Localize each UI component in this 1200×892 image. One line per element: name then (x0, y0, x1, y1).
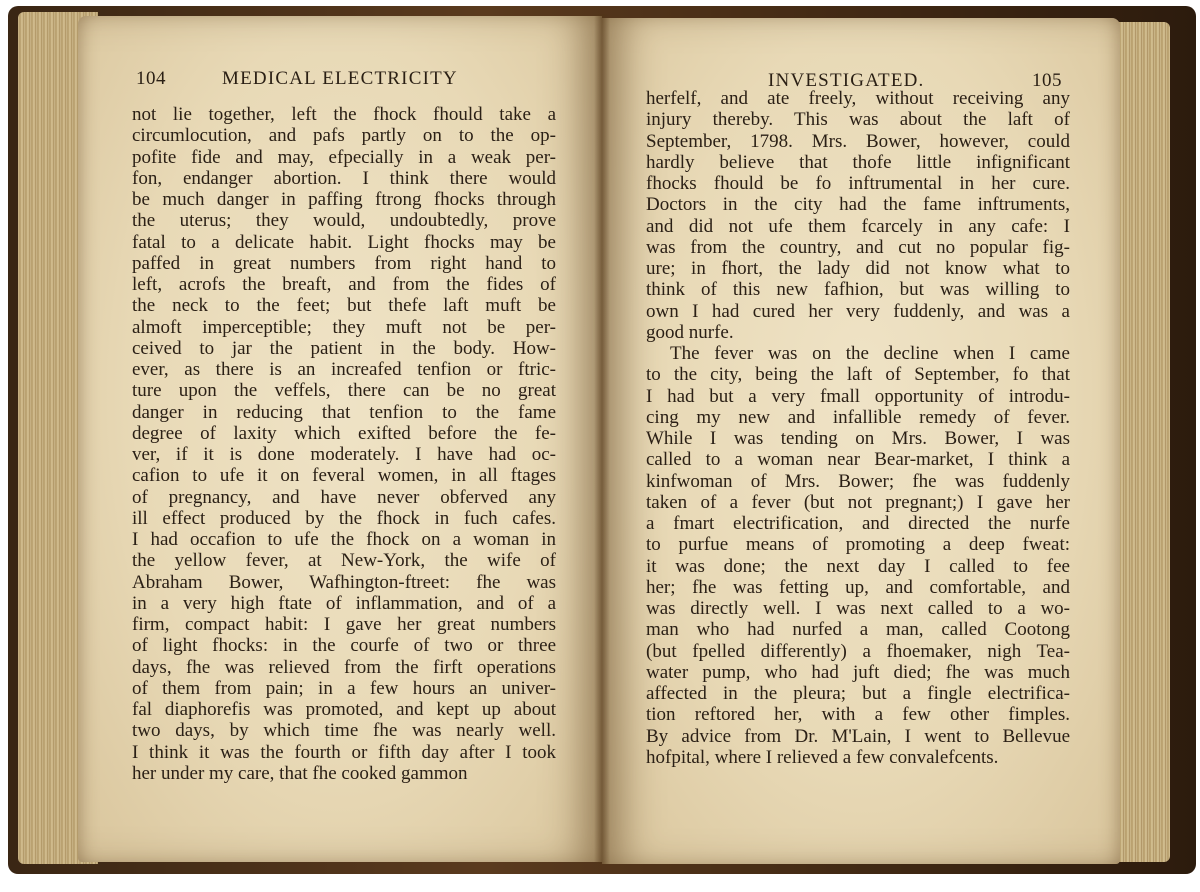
text-line: fon, endanger abortion. I think there would (132, 167, 556, 189)
text-line: (but fpelled differently) a fhoemaker, nigh Tea- (646, 640, 1070, 662)
text-line: taken of a fever (but not pregnant;) I gave her (646, 491, 1070, 513)
text-line: in a very high ftate of inflammation, and of a (132, 592, 556, 614)
text-line: left, acrofs the breaft, and from the fides of (132, 274, 556, 295)
right-page-text (646, 88, 1070, 768)
text-line: called to a woman near Bear-market, I think a (646, 449, 1070, 471)
text-line: almoft imperceptible; they muft not be per- (132, 316, 556, 338)
text-line: degree of laxity which exifted before the fe- (132, 422, 556, 444)
text-line: days, fhe was relieved from the firft operations (132, 656, 556, 678)
text-line: of pregnancy, and have never obferved any (132, 486, 556, 508)
left-page-text (132, 104, 556, 784)
text-line: circumlocution, and pafs partly on to the op- (132, 125, 556, 147)
text-line: of them from pain; in a few hours an univer- (132, 677, 556, 699)
text-line: By advice from Dr. M'Lain, I went to Bellevue (646, 725, 1070, 747)
left-page-number: 104 (136, 68, 166, 89)
text-line: herfelf, and ate freely, without receiving any (646, 88, 1070, 109)
text-line: good nurfe. (646, 321, 734, 343)
text-line: danger in reducing that tenfion to the fame (132, 401, 556, 423)
text-line: I think it was the fourth or fifth day after I took (132, 741, 556, 763)
text-line: ture upon the veffels, there can be no great (132, 380, 556, 402)
text-line: ure; in fhort, the lady did not know what to (646, 258, 1070, 279)
text-line: fal diaphorefis was promoted, and kept up about (132, 699, 556, 720)
text-line: ill effect produced by the fhock in fuch cafes. (132, 507, 556, 529)
text-line: cing my new and infallible remedy of fever. (646, 406, 1070, 428)
text-line: affected in the pleura; but a fingle electrifica- (646, 683, 1070, 704)
text-line: Abraham Bower, Wafhington-ftreet: fhe was (132, 571, 556, 593)
right-page (602, 18, 1120, 864)
text-line: While I was tending on Mrs. Bower, I was (646, 428, 1070, 449)
text-line: water pump, who had juft died; fhe was much (646, 661, 1070, 683)
text-line: two days, by which time fhe was nearly well. (132, 720, 556, 742)
text-line: pofite fide and may, efpecially in a weak per- (132, 146, 556, 168)
text-line: September, 1798. Mrs. Bower, however, could (646, 130, 1070, 152)
text-line: injury thereby. This was about the laft of (646, 109, 1070, 131)
text-line: tion reftored her, with a few other fimples. (646, 704, 1070, 726)
text-line: ver, if it is done moderately. I have had oc- (132, 444, 556, 465)
text-line: hardly believe that thofe little infignificant (646, 151, 1070, 173)
text-line: own I had cured her very fuddenly, and was a (646, 300, 1070, 322)
text-line: kinfwoman of Mrs. Bower; fhe was fuddenly (646, 470, 1070, 492)
text-line: Doctors in the city had the fame inftruments, (646, 194, 1070, 216)
left-page-header (136, 68, 566, 92)
text-line: fatal to a delicate habit. Light fhocks may be (132, 231, 556, 253)
text-line: be much danger in paffing ftrong fhocks through (132, 189, 556, 210)
text-line: the uterus; they would, undoubtedly, prove (132, 210, 556, 232)
text-line: firm, compact habit: I gave her great numbers (132, 614, 556, 635)
text-line: of light fhocks: in the courfe of two or three (132, 635, 556, 657)
text-line: The fever was on the decline when I came (670, 343, 1070, 364)
text-line: think of this new fafhion, but was willing to (646, 279, 1070, 301)
left-running-title: MEDICAL ELECTRICITY (222, 68, 458, 89)
text-line: was directly well. I was next called to a wo- (646, 598, 1070, 619)
text-line: to the city, being the laft of September, fo that (646, 364, 1070, 386)
right-running-title: INVESTIGATED. (768, 70, 925, 91)
text-line: not lie together, left the fhock fhould take a (132, 104, 556, 125)
left-page (78, 16, 602, 862)
book-gutter (594, 14, 610, 864)
text-line: fhocks fhould be fo inftrumental in her cure. (646, 173, 1070, 194)
text-line: I had occafion to ufe the fhock on a woman in (132, 529, 556, 550)
text-line: her under my care, that fhe cooked gammon (132, 762, 468, 784)
text-line: to purfue means of promoting a deep fweat: (646, 534, 1070, 556)
text-line: it was done; the next day I called to fee (646, 555, 1070, 577)
text-line: I had but a very fmall opportunity of introdu- (646, 385, 1070, 407)
text-line: paffed in great numbers from right hand to (132, 252, 556, 274)
text-line: the neck to the feet; but thefe laft muft be (132, 295, 556, 317)
text-line: and did not ufe them fcarcely in any cafe: I (646, 215, 1070, 237)
text-line: ever, as there is an increafed tenfion or ftric- (132, 359, 556, 380)
text-line: cafion to ufe it on feveral women, in all ftages (132, 465, 556, 487)
text-line: hofpital, where I relieved a few convalefcents. (646, 746, 999, 768)
text-line: a fmart electrification, and directed the nurfe (646, 513, 1070, 534)
right-page-number: 105 (1032, 70, 1062, 91)
text-line: was from the country, and cut no popular fig- (646, 236, 1070, 258)
text-line: the yellow fever, at New-York, the wife of (132, 550, 556, 572)
text-line: her; fhe was fetting up, and comfortable, and (646, 576, 1070, 598)
text-line: man who had nurfed a man, called Cootong (646, 619, 1070, 641)
text-line: ceived to jar the patient in the body. How- (132, 337, 556, 359)
